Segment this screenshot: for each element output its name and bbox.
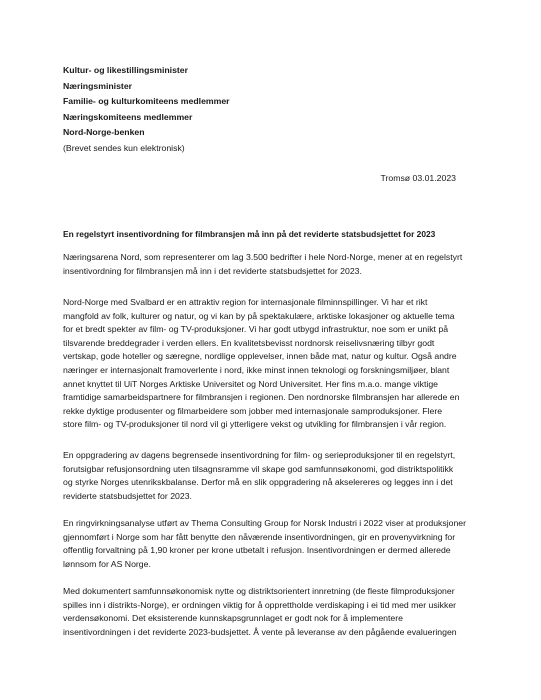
- paragraph-line: næringer er internasjonalt framoverlente i nord, ikke minst innen teknologi og forskningsmiljøer, blant: [63, 364, 450, 375]
- paragraph-line: lønnsom for AS Norge.: [63, 558, 151, 569]
- paragraph-line: verdensøkonomi. Det eksisterende kunnskapsgrunnlaget er godt nok for å implementere: [63, 613, 403, 624]
- paragraph-line: tilsvarende breddegrader i verden ellers. En kvalitetsbevisst nordnorsk reiselivsnæring tilbyr godt: [63, 337, 435, 348]
- paragraph-line: En ringvirkningsanalyse utført av Thema Consulting Group for Norsk Industri i 2022 viser at produksjoner: [63, 518, 467, 528]
- recipient-line: (Brevet sendes kun elektronisk): [63, 142, 185, 153]
- paragraph-line: store film- og TV-produksjoner til nord vil gi ytterligere vekst og utvikling for filmbransjen i vår region.: [63, 419, 447, 430]
- paragraph-line: insentivordning for filmbransjen må inn i det reviderte statsbudsjettet for 2023.: [63, 265, 362, 276]
- paragraph-line: vertskap, gode hoteller og særegne, nordlige opplevelser, innen både mat, natur og kultur. Også andre: [63, 351, 457, 362]
- paragraph-line: En oppgradering av dagens begrensede insentivordning for film- og serieproduksjoner til en regelstyrt,: [63, 450, 456, 460]
- paragraph-4: [63, 517, 466, 571]
- paragraph-3: [63, 449, 455, 503]
- paragraph-line: reviderte statsbudsjettet for 2023.: [63, 490, 192, 501]
- paragraph-line: Nord-Norge med Svalbard er en attraktiv region for internasjonale filminnspillinger. Vi har et rikt: [63, 297, 428, 307]
- recipient-line: Familie- og kulturkomiteens medlemmer: [63, 96, 230, 106]
- recipient-line: Kultur- og likestillingsminister: [63, 65, 189, 75]
- recipient-line: Nord-Norge-benken: [63, 127, 145, 137]
- paragraph-line: spilles inn i distrikts-Norge), er ordningen viktig for å opprettholde verdiskaping i ei tid med mer usikker: [63, 599, 457, 610]
- paragraph-line: Næringsarena Nord, som representerer om lag 3.500 bedrifter i hele Nord-Norge, mener at en regelstyrt: [63, 252, 463, 262]
- paragraph-line: Med dokumentert samfunnsøkonomisk nytte og distriktsorientert innretning (de fleste filmproduksjoner: [63, 586, 455, 596]
- paragraph-line: offentlig forvaltning på 1,90 kroner per krone utbetalt i refusjon. Insentivordningen er dermed allerede: [63, 545, 451, 556]
- paragraph-2: [63, 296, 459, 432]
- paragraph-line: mangfold av folk, kulturer og natur, og vi kan by på spektakulære, arktiske lokasjoner og aktuelle tema: [63, 310, 455, 321]
- paragraph-line: for et bredt spekter av film- og TV-produksjoner. Vi har godt utbygd infrastruktur, noe som er unikt på: [63, 324, 449, 335]
- letter-date: Tromsø 03.01.2023: [380, 173, 456, 183]
- paragraph-line: rekke dyktige produsenter og filmarbeidere som jobber med internasjonale samproduksjoner. Flere: [63, 405, 443, 416]
- paragraph-1: [63, 251, 462, 278]
- recipient-line: Næringsminister: [63, 80, 133, 91]
- paragraph-line: og styrke Norges utenrikskbalanse. Derfor må en slik oppgradering nå akselereres og legges inn i det: [63, 477, 453, 488]
- paragraph-line: insentivordningen i det reviderte 2023-budsjettet. Å vente på leveranse av den pågående evalueringen: [63, 626, 457, 637]
- paragraph-5: [63, 585, 457, 639]
- paragraph-line: gjennomført i Norge som har fått benytte den nåværende insentivordningen, gir en provenyvirkning for: [63, 531, 456, 542]
- paragraph-line: forutsigbar refusjonsordning uten tilsagnsramme vil skape god samfunnsøkonomi, god distriktspolitikk: [63, 463, 454, 474]
- letter-title: En regelstyrt insentivordning for filmbransjen må inn på det reviderte statsbudsjettet for 2023: [63, 229, 436, 239]
- paragraph-line: framtidige samarbeidspartnere for filmbransjen i regionen. Den nordnorske filmbransjen har allerede en: [63, 392, 460, 403]
- recipient-line: Næringskomiteens medlemmer: [63, 111, 193, 122]
- recipient-block: [63, 63, 230, 156]
- paragraph-line: annet knyttet til UiT Norges Arktiske Universitet og Nord Universitet. Her fins m.a.o. mange viktige: [63, 378, 438, 389]
